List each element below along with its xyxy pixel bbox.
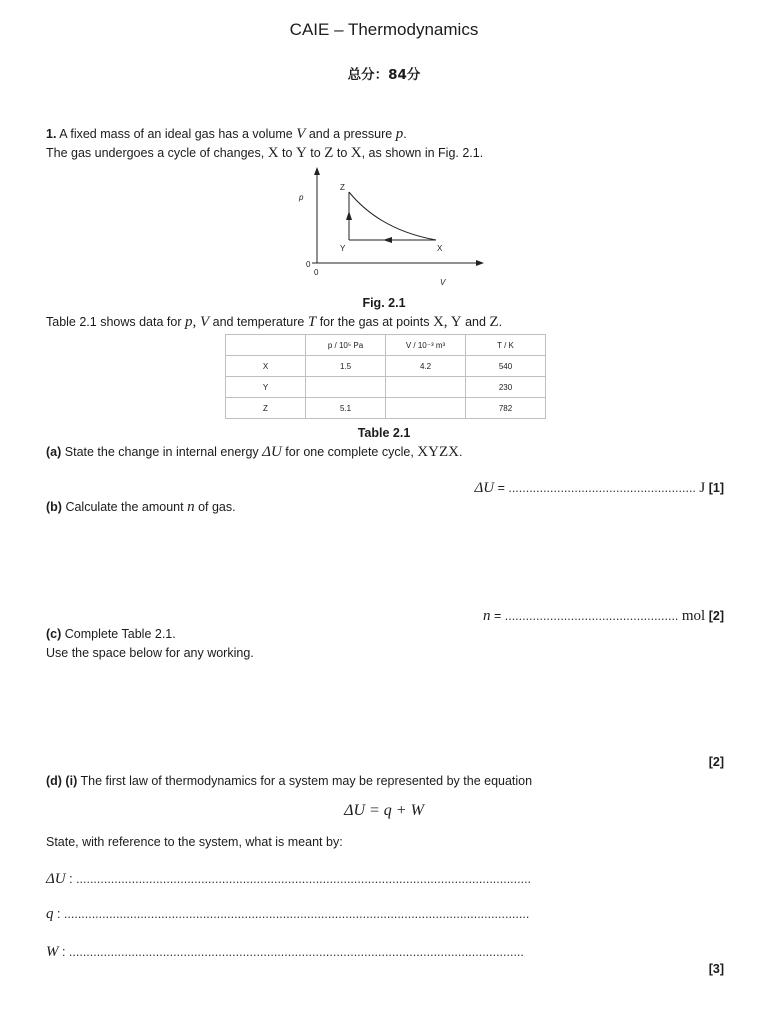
q1-text-b: and a pressure bbox=[308, 127, 393, 141]
part-b-text: Calculate the amount bbox=[65, 500, 184, 514]
answer-blank[interactable]: .................................................. bbox=[504, 609, 679, 623]
label-Z: Z bbox=[340, 183, 345, 192]
total-marks: 总分：84分 bbox=[347, 67, 421, 83]
answer-blank[interactable]: ...................................................................................................................................... bbox=[63, 907, 530, 921]
table-intro bbox=[46, 314, 502, 331]
table-cell: Y bbox=[226, 377, 306, 398]
colon: : bbox=[53, 907, 64, 921]
marks-a: [1] bbox=[708, 481, 724, 495]
unit-J: J bbox=[699, 480, 706, 496]
point-Z-intro: Z bbox=[489, 314, 499, 330]
table-header-row bbox=[226, 335, 546, 356]
axis-label-V: V bbox=[440, 278, 446, 287]
q1-text-a: A fixed mass of an ideal gas has a volume bbox=[59, 127, 293, 141]
table-header-cell: T / K bbox=[466, 335, 546, 356]
to-3: to bbox=[336, 146, 348, 160]
answer-line-W bbox=[46, 944, 524, 961]
part-d-question bbox=[46, 774, 532, 788]
part-d-text: The first law of thermodynamics for a system may be represented by the equation bbox=[80, 774, 533, 788]
origin-x-label: 0 bbox=[314, 268, 319, 277]
answer-line-dU bbox=[46, 871, 531, 888]
part-a-text: State the change in internal energy bbox=[64, 445, 259, 459]
first-law-equation: ΔU = q + W bbox=[344, 802, 424, 819]
part-a-question bbox=[46, 444, 462, 461]
part-b-label: (b) bbox=[46, 500, 62, 514]
part-c-question bbox=[46, 627, 176, 641]
marks-c: [2] bbox=[708, 755, 724, 769]
part-a-label: (a) bbox=[46, 445, 62, 459]
delta-U: ΔU bbox=[262, 444, 282, 460]
part-d-state: State, with reference to the system, what is meant by: bbox=[46, 835, 343, 849]
table-cell: 5.1 bbox=[306, 398, 386, 419]
cycle-XYZX: XYZX bbox=[417, 444, 459, 460]
var-V: V bbox=[296, 126, 306, 142]
period: . bbox=[403, 127, 407, 141]
answer-line-q bbox=[46, 906, 529, 923]
q1-text-d: , as shown in Fig. 2.1. bbox=[361, 146, 484, 160]
table-intro-text-3: for the gas at points bbox=[319, 315, 430, 329]
figure-caption: Fig. 2.1 bbox=[362, 296, 406, 310]
unit-mol: mol bbox=[681, 608, 706, 624]
to-2: to bbox=[310, 146, 321, 160]
answer-n: n bbox=[483, 608, 491, 624]
colon: : bbox=[58, 945, 69, 959]
point-X-2: X bbox=[350, 145, 362, 161]
q1-text-c: The gas undergoes a cycle of changes, bbox=[46, 146, 265, 160]
table-header-cell: p / 10⁵ Pa bbox=[306, 335, 386, 356]
point-Z: Z bbox=[324, 145, 334, 161]
answer-blank[interactable]: ................................................................................................................................... bbox=[68, 945, 524, 959]
part-b-answer-line bbox=[483, 608, 724, 625]
point-X: X bbox=[267, 145, 279, 161]
period: . bbox=[498, 315, 503, 329]
table-cell: 1.5 bbox=[306, 356, 386, 377]
page-title: CAIE – Thermodynamics bbox=[289, 20, 479, 39]
part-c-text: Complete Table 2.1. bbox=[64, 627, 176, 641]
question-number: 1. bbox=[46, 127, 57, 141]
data-table bbox=[225, 334, 546, 419]
table-cell: 4.2 bbox=[386, 356, 466, 377]
term-W: W bbox=[46, 944, 59, 960]
table-caption: Table 2.1 bbox=[357, 426, 411, 440]
table-header-cell: V / 10⁻³ m³ bbox=[386, 335, 466, 356]
to-1: to bbox=[282, 146, 293, 160]
part-b-text-2: of gas. bbox=[198, 500, 236, 514]
answer-blank[interactable]: ...................................................... bbox=[508, 481, 696, 495]
part-d-label: (d) (i) bbox=[46, 774, 78, 788]
pv-diagram bbox=[280, 165, 500, 290]
part-c-label: (c) bbox=[46, 627, 62, 641]
colon: : bbox=[65, 872, 77, 886]
equals: = bbox=[494, 481, 509, 495]
table-cell: Z bbox=[226, 398, 306, 419]
term-q: q bbox=[46, 906, 54, 922]
arrow-Y-Z bbox=[346, 211, 352, 220]
path-Z-X bbox=[349, 192, 436, 240]
points-X-Y: X, Y bbox=[432, 314, 462, 330]
point-Y: Y bbox=[295, 145, 307, 161]
marks-b: [2] bbox=[708, 609, 724, 623]
marks-d: [3] bbox=[708, 962, 724, 976]
origin-y-label: 0 bbox=[306, 260, 311, 269]
table-intro-and: and bbox=[465, 315, 486, 329]
var-T: T bbox=[307, 314, 317, 330]
answer-delta-U: ΔU bbox=[474, 480, 495, 496]
table-cell: X bbox=[226, 356, 306, 377]
table-header-cell bbox=[226, 335, 306, 356]
vars-p-V: p, V bbox=[184, 314, 210, 330]
part-c-instruction: Use the space below for any working. bbox=[46, 646, 254, 660]
var-p: p bbox=[395, 126, 404, 142]
q1-intro-line-2 bbox=[46, 145, 483, 162]
label-X: X bbox=[437, 244, 443, 253]
table-row bbox=[226, 398, 546, 419]
axis-label-p: p bbox=[299, 193, 304, 202]
table-cell: 230 bbox=[466, 377, 546, 398]
label-Y: Y bbox=[340, 244, 346, 253]
answer-blank[interactable]: ................................................................................................................................... bbox=[76, 872, 532, 886]
part-a-answer-line bbox=[474, 480, 724, 497]
table-row bbox=[226, 356, 546, 377]
table-cell bbox=[386, 377, 466, 398]
equals: = bbox=[490, 609, 505, 623]
table-cell: 540 bbox=[466, 356, 546, 377]
term-delta-U: ΔU bbox=[46, 871, 66, 887]
table-row bbox=[226, 377, 546, 398]
q1-intro-line-1 bbox=[46, 126, 407, 143]
table-cell: 782 bbox=[466, 398, 546, 419]
table-intro-text-1: Table 2.1 shows data for bbox=[46, 315, 182, 329]
period: . bbox=[458, 445, 463, 459]
var-n: n bbox=[187, 499, 195, 515]
table-cell bbox=[386, 398, 466, 419]
arrow-X-Y bbox=[383, 237, 392, 243]
part-b-question bbox=[46, 499, 236, 516]
table-intro-text-2: and temperature bbox=[212, 315, 305, 329]
part-a-text-2: for one complete cycle, bbox=[285, 445, 414, 459]
table-cell bbox=[306, 377, 386, 398]
